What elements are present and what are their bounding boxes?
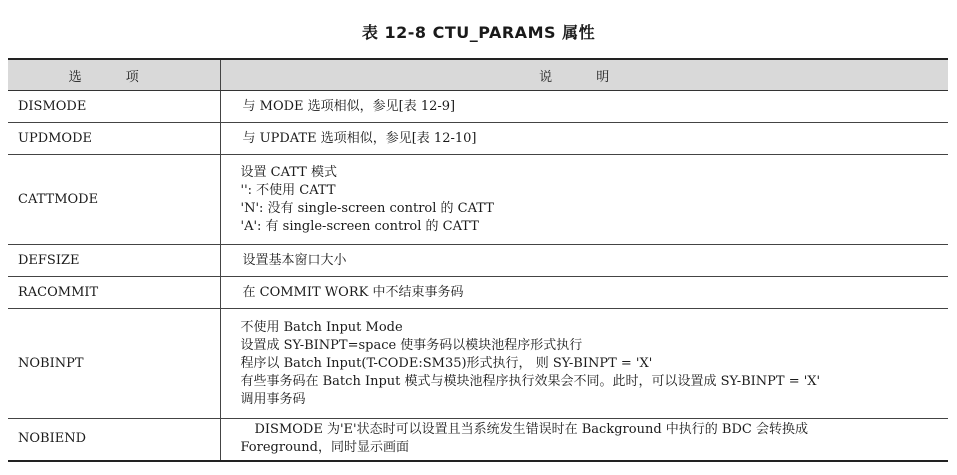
- description-cell: [220, 309, 948, 419]
- table-row: [8, 309, 948, 419]
- description-line: 在 COMMIT WORK 中不结束事务码: [242, 284, 464, 300]
- option-cell: NOBINPT: [8, 309, 220, 419]
- description-line: 不使用 Batch Input Mode: [240, 319, 403, 335]
- table-row: [8, 155, 948, 245]
- option-cell: NOBIEND: [8, 419, 220, 461]
- header-row: [8, 59, 948, 91]
- table-row: [8, 91, 948, 123]
- description-line: 设置基本窗口大小: [242, 252, 347, 268]
- description-cell: [220, 245, 948, 277]
- description-line: DISMODE 为'E'状态时可以设置且当系统发生错误时在 Background 中执行的 BDC 会转换成: [254, 422, 808, 438]
- header-option: 选 项: [8, 59, 220, 91]
- description-line: 'N': 没有 single-screen control 的 CATT: [240, 200, 494, 216]
- table-row: [8, 277, 948, 309]
- description-line: 与 MODE 选项相似，参见[表 12-9]: [242, 98, 456, 114]
- table-row: [8, 419, 948, 461]
- table-caption: 表 12-8 CTU_PARAMS 属性: [361, 23, 596, 42]
- description-line: Foreground，同时显示画面: [240, 440, 409, 456]
- table-row: [8, 245, 948, 277]
- option-cell: CATTMODE: [8, 155, 220, 245]
- description-cell: [220, 155, 948, 245]
- description-line: '': 不使用 CATT: [240, 182, 336, 198]
- option-cell: DEFSIZE: [8, 245, 220, 277]
- header-description: 说 明: [220, 59, 948, 91]
- description-line: 设置成 SY-BINPT=space 使事务码以模块池程序形式执行: [240, 337, 583, 353]
- description-line: 'A': 有 single-screen control 的 CATT: [240, 218, 479, 234]
- description-cell: [220, 419, 948, 461]
- description-cell: [220, 123, 948, 155]
- option-cell: UPDMODE: [8, 123, 220, 155]
- description-line: 与 UPDATE 选项相似，参见[表 12-10]: [242, 130, 477, 146]
- option-cell: DISMODE: [8, 91, 220, 123]
- description-cell: [220, 91, 948, 123]
- description-line: 程序以 Batch Input(T-CODE:SM35)形式执行， 则 SY-BINPT = 'X': [240, 355, 653, 371]
- description-line: 有些事务码在 Batch Input 模式与模块池程序执行效果会不同。此时，可以设置成 SY-BINPT = 'X': [240, 373, 821, 389]
- ctu-params-table: [8, 58, 948, 462]
- description-line: 调用事务码: [240, 391, 306, 407]
- description-cell: [220, 277, 948, 309]
- table-row: [8, 123, 948, 155]
- description-line: 设置 CATT 模式: [240, 164, 337, 180]
- option-cell: RACOMMIT: [8, 277, 220, 309]
